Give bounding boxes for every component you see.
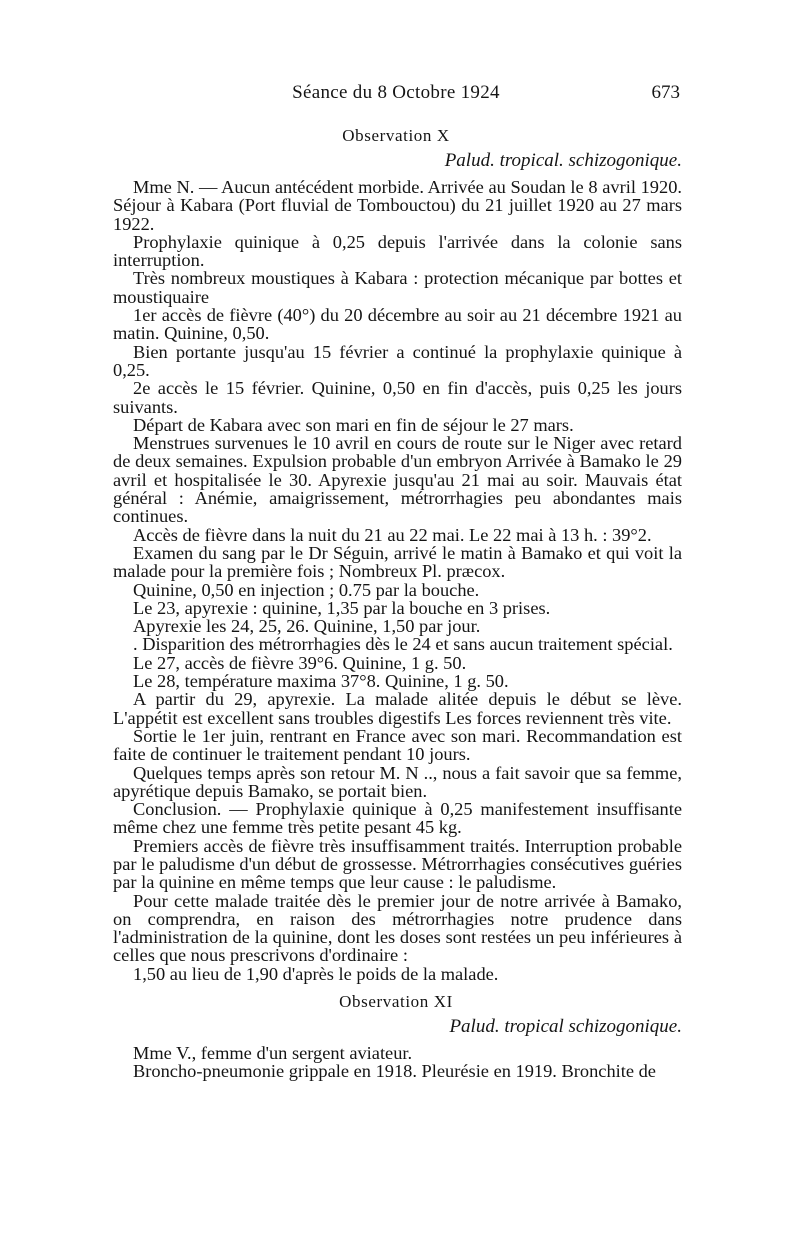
paragraph: Sortie le 1er juin, rentrant en France avec son mari. Recommandation est faite de continuer le traitement pendant 10 jours. [113, 725, 682, 765]
observation-xi-subtitle: Palud. tropical schizogonique. [449, 1016, 682, 1037]
observation-xi-title: Observation XI [339, 992, 453, 1011]
page-number: 673 [651, 82, 680, 103]
observation-x-title: Observation X [342, 126, 450, 145]
paragraph: Le 27, accès de fièvre 39°6. Quinine, 1 g. 50. [133, 652, 467, 673]
paragraph: Prophylaxie quinique à 0,25 depuis l'arrivée dans la colonie sans interruption. [113, 231, 682, 271]
observation-x-body [113, 178, 682, 983]
paragraph: Quelques temps après son retour M. N .., nous a fait savoir que sa femme, apyrétique depuis Bamako, se portait bien. [113, 762, 682, 801]
paragraph: Accès de fièvre dans la nuit du 21 au 22 mai. Le 22 mai à 13 h. : 39°2. [133, 524, 652, 545]
paragraph: Menstrues survenues le 10 avril en cours de route sur le Niger avec retard de deux semaines. Expulsion probable d'un embryon Arrivée à Bamako le 29 avril et hospitalisée le 30. Apyrexie jusqu'au 21 mai au soir. Mauvais état général : Anémie, amaigrissement, métrorrhagies peu abondantes mais continues. [113, 433, 682, 527]
paragraph: Quinine, 0,50 en injection ; 0.75 par la bouche. [133, 579, 480, 600]
paragraph: Très nombreux moustiques à Kabara : protection mécanique par bottes et moustiquaire [113, 268, 682, 307]
paragraph: Le 23, apyrexie : quinine, 1,35 par la bouche en 3 prises. [133, 597, 551, 618]
page-header [110, 82, 682, 108]
paragraph: . Disparition des métrorrhagies dès le 24 et sans aucun traitement spécial. [133, 634, 673, 655]
paragraph: Bien portante jusqu'au 15 février a continué la prophylaxie quinique à 0,25. [113, 341, 682, 380]
paragraph: Le 28, température maxima 37°8. Quinine, 1 g. 50. [133, 671, 509, 692]
paragraph: Apyrexie les 24, 25, 26. Quinine, 1,50 par jour. [133, 616, 481, 637]
paragraph: Premiers accès de fièvre très insuffisamment traités. Interruption probable par le paludisme d'un début de grossesse. Métrorrhagies consécutives guéries par la quinine en même temps que leur cause : le paludisme. [113, 835, 682, 893]
paragraph: Mme N. — Aucun antécédent morbide. Arrivée au Soudan le 8 avril 1920. Séjour à Kabara (Port fluvial de Tombouctou) du 21 juillet 1920 au 27 mars 1922. [113, 177, 682, 234]
observation-x-subtitle: Palud. tropical. schizogonique. [444, 150, 682, 171]
paragraph: Conclusion. — Prophylaxie quinique à 0,25 manifestement insuffisante même chez une femme très petite pesant 45 kg. [113, 799, 682, 838]
paragraph: Examen du sang par le Dr Séguin, arrivé le matin à Bamako et qui voit la malade pour la première fois ; Nombreux Pl. præcox. [113, 542, 682, 582]
paragraph: 1,50 au lieu de 1,90 d'après le poids de la malade. [133, 963, 499, 984]
paragraph: A partir du 29, apyrexie. La malade alitée depuis le début se lève. L'appétit est excellent sans troubles digestifs Les forces reviennent très vite. [113, 689, 682, 728]
paragraph: Pour cette malade traitée dès le premier jour de notre arrivée à Bamako, on comprendra, en raison des métrorrhagies notre prudence dans l'administration de la quinine, dont les doses sont restées un peu inférieures à celles que nous prescrivons d'ordinaire : [113, 890, 682, 966]
paragraph: Départ de Kabara avec son mari en fin de séjour le 27 mars. [133, 414, 574, 435]
observation-xi-body [113, 1044, 682, 1081]
running-title: Séance du 8 Octobre 1924 [292, 82, 500, 103]
paragraph: Broncho-pneumonie grippale en 1918. Pleurésie en 1919. Bronchite de [133, 1061, 656, 1082]
paragraph: 2e accès le 15 février. Quinine, 0,50 en fin d'accès, puis 0,25 les jours suivants. [113, 378, 682, 417]
paragraph: 1er accès de fièvre (40°) du 20 décembre au soir au 21 décembre 1921 au matin. Quinine, 0,50. [113, 305, 682, 344]
paragraph: Mme V., femme d'un sergent aviateur. [133, 1043, 413, 1063]
